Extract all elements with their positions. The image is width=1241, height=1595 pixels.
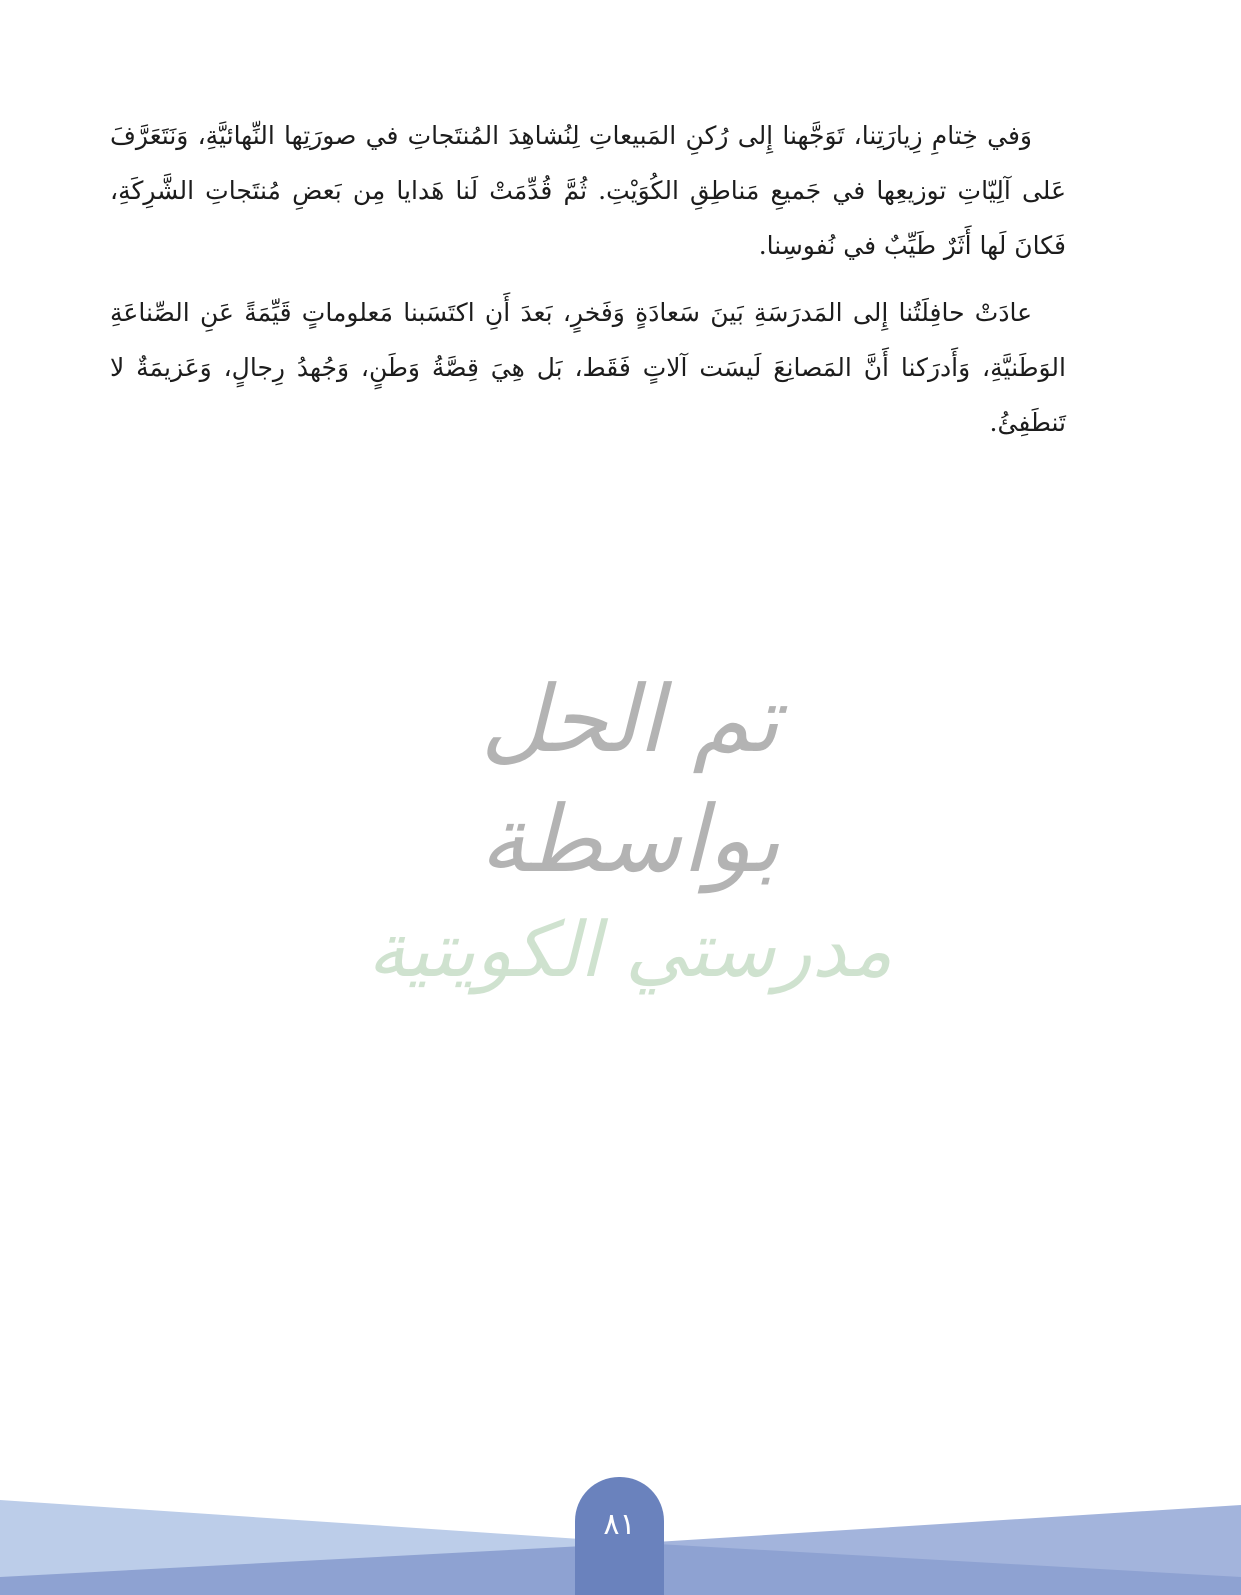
article-body: [110, 108, 1066, 462]
watermark-line-1: تم الحل بواسطة: [479, 666, 781, 893]
solved-by-watermark: [340, 660, 920, 994]
watermark-line-2: مدرستي الكويتية: [367, 905, 893, 994]
paragraph-2: عادَتْ حافِلَتُنا إِلى المَدرَسَةِ بَينَ سَعادَةٍ وَفَخرٍ، بَعدَ أَنِ اكتَسَبنا مَعلوماتٍ قَيِّمَةً عَنِ الصِّناعَةِ الوَطَنيَّةِ، وَأَدرَكنا أَنَّ المَصانِعَ لَيسَت آلاتٍ فَقَط، بَل هِيَ قِصَّةُ وَطَنٍ، وَجُهدُ رِجالٍ، وَعَزيمَةٌ لا تَنطَفِئُ.: [110, 298, 1066, 437]
page-number-tab: [575, 1477, 664, 1595]
page-number: ٨١: [603, 1507, 636, 1542]
page-footer: [0, 1445, 1241, 1595]
paragraph-1: وَفي خِتامِ زِيارَتِنا، تَوَجَّهنا إِلى رُكنِ المَبيعاتِ لِنُشاهِدَ المُنتَجاتِ في صورَتِها النِّهائيَّةِ، وَنَتَعَرَّفَ عَلى آلِيّاتِ توزيعِها في جَميعِ مَناطِقِ الكُوَيْتِ. ثُمَّ قُدِّمَتْ لَنا هَدايا مِن بَعضِ مُنتَجاتِ الشَّرِكَةِ، فَكانَ لَها أَثَرٌ طَيِّبٌ في نُفوسِنا.: [110, 121, 1066, 260]
